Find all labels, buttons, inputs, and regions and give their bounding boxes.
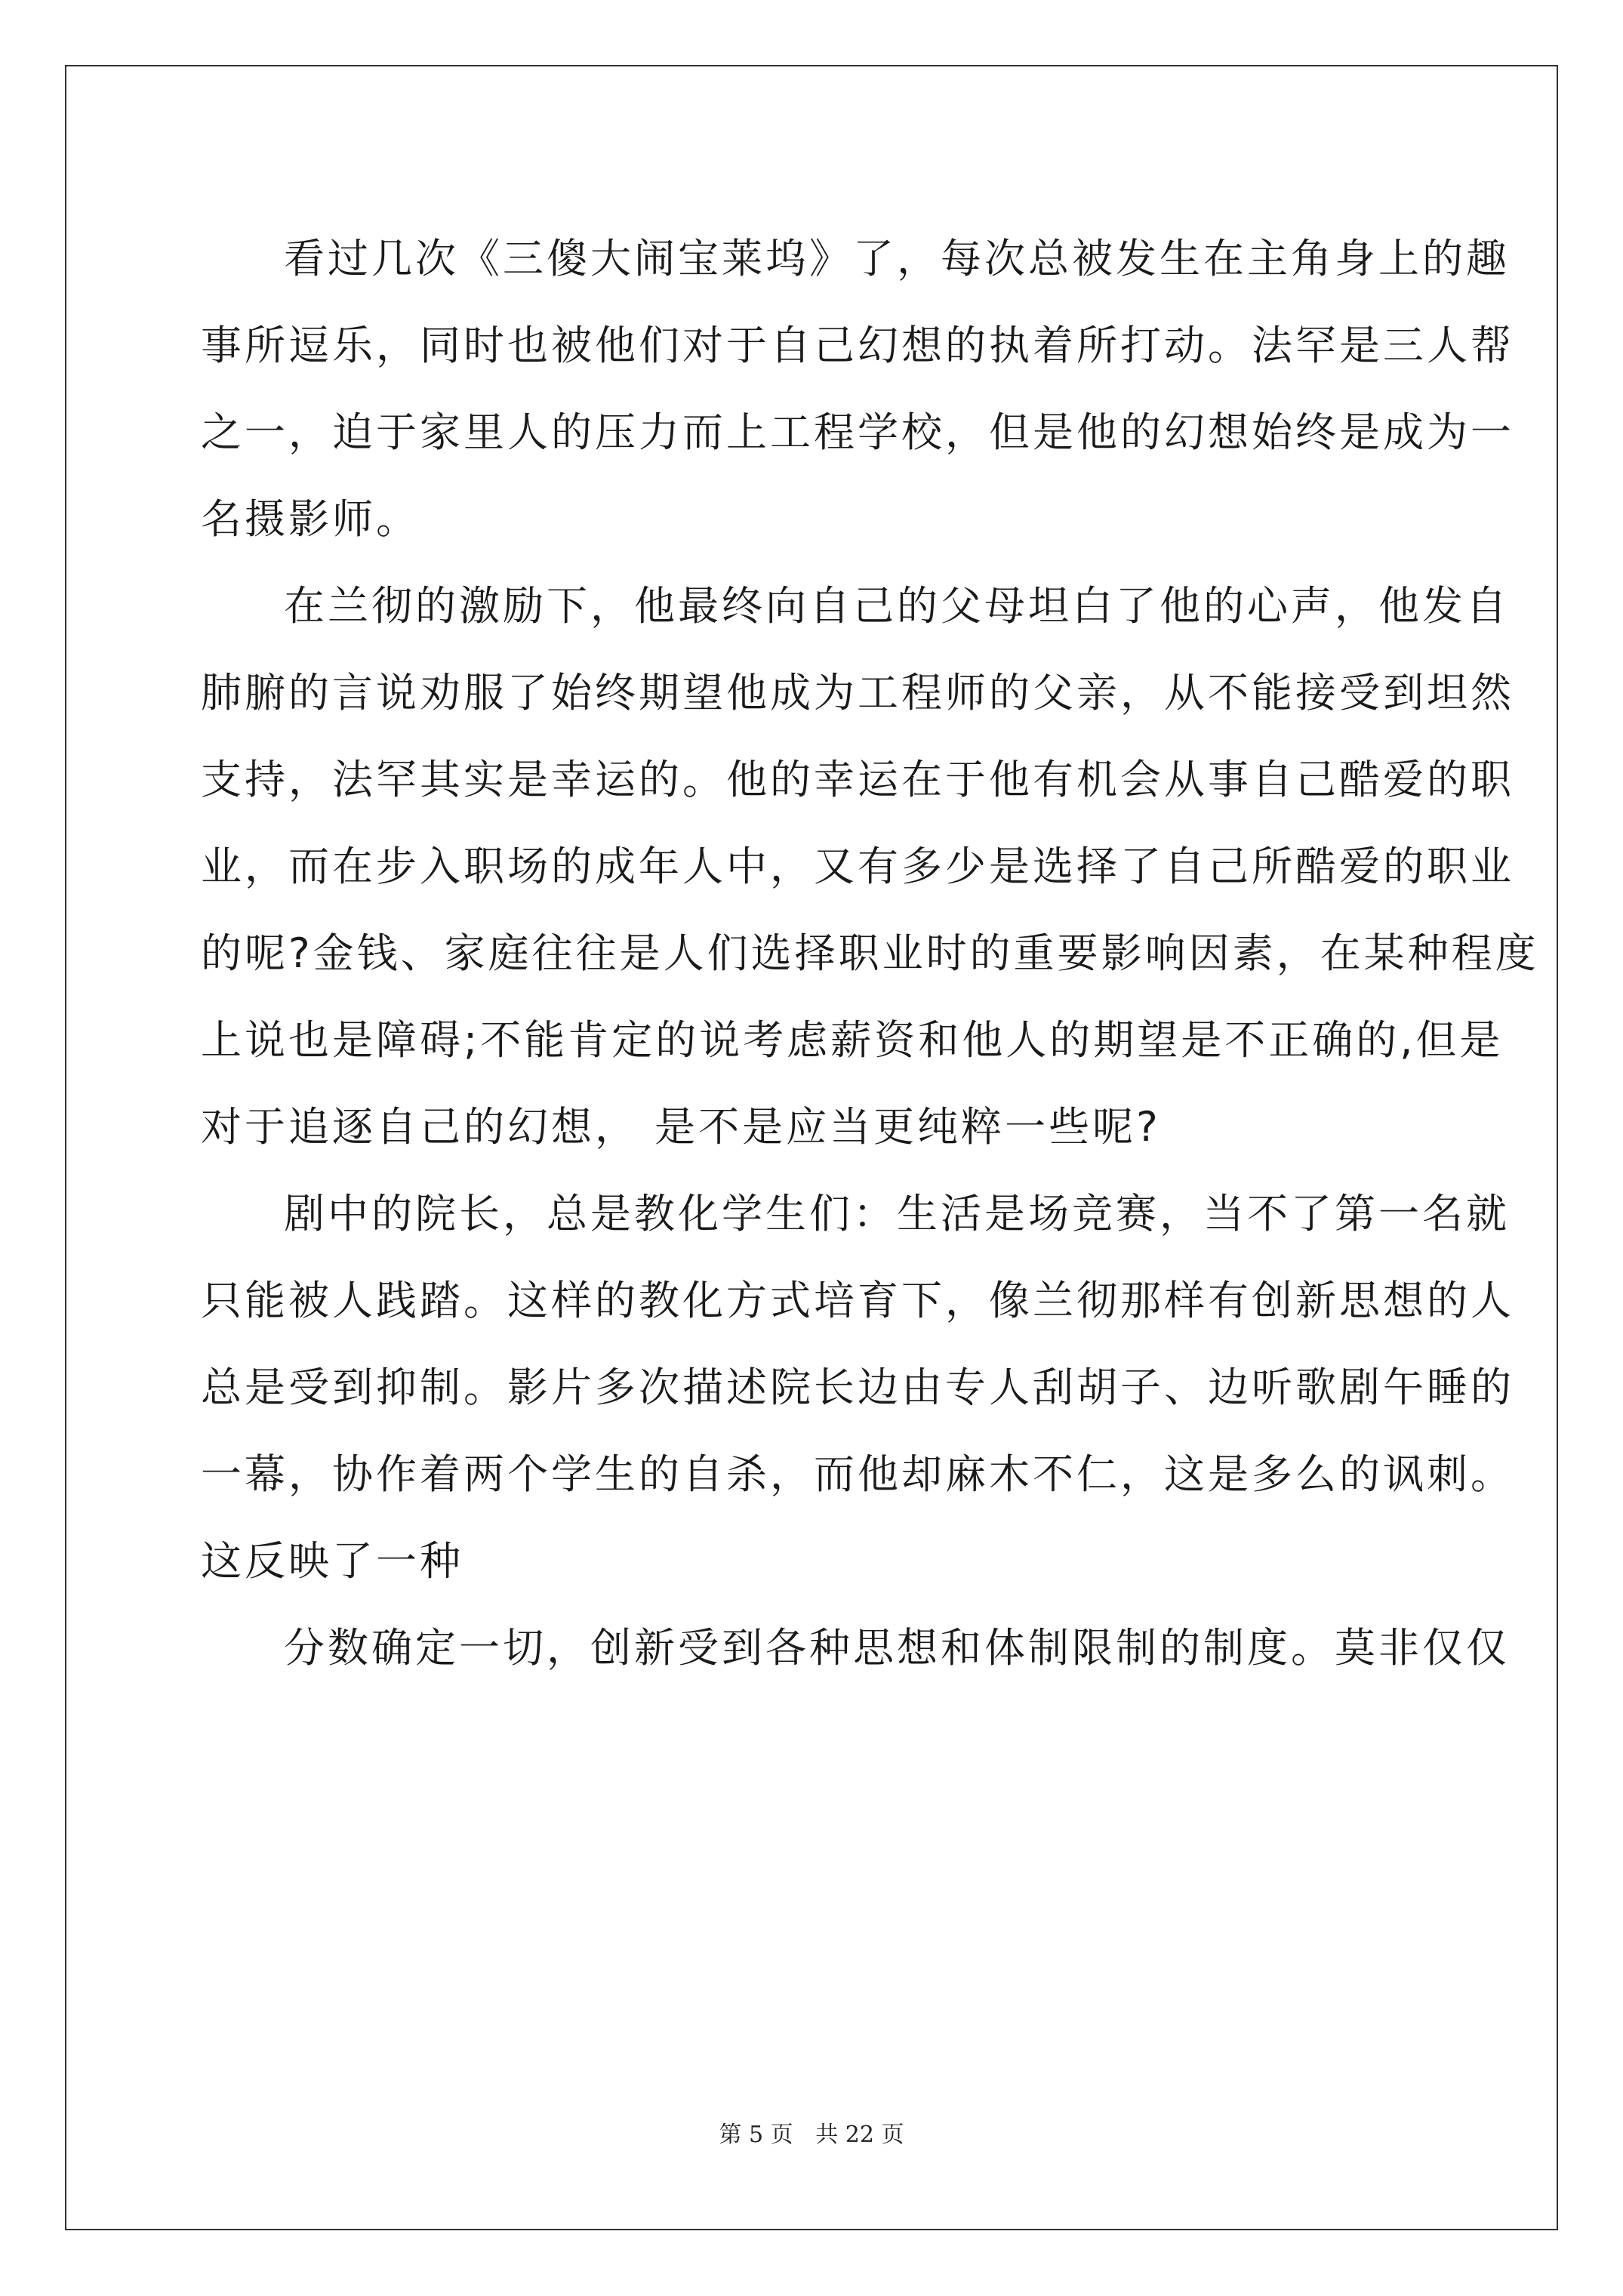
text-line: 剧中的院长，总是教化学生们：生活是场竞赛，当不了第一名就 [284,1190,1510,1237]
text-line: 的呢?金钱、家庭往往是人们选择职业时的重要影响因素，在某种程度 [201,929,1539,977]
page-total: 共 22 页 [815,2122,904,2148]
text-line: 支持，法罕其实是幸运的。他的幸运在于他有机会从事自己酷爱的职 [201,756,1514,803]
text-line: 之一，迫于家里人的压力而上工程学校，但是他的幻想始终是成为一 [201,408,1514,456]
page-footer [0,2116,1623,2149]
text-line: 上说也是障碍;不能肯定的说考虑薪资和他人的期望是不正确的,但是 [201,1016,1504,1064]
text-line: 一幕，协作着两个学生的自杀，而他却麻木不仁，这是多么的讽刺。 [201,1450,1514,1498]
text-line: 分数确定一切，创新受到各种思想和体制限制的制度。莫非仅仅 [284,1624,1510,1672]
text-line: 看过几次《三傻大闹宝莱坞》了，每次总被发生在主角身上的趣 [284,235,1510,282]
text-line: 总是受到抑制。影片多次描述院长边由专人刮胡子、边听歌剧午睡的 [201,1364,1514,1411]
text-line: 名摄影师。 [201,495,420,543]
page-number: 第 5 页 [719,2122,793,2148]
text-line: 只能被人践踏。这样的教化方式培育下，像兰彻那样有创新思想的人 [201,1277,1514,1324]
text-line: 对于追逐自己的幻想， 是不是应当更纯粹一些呢? [201,1103,1161,1151]
text-line: 在兰彻的激励下，他最终向自己的父母坦白了他的心声，他发自 [284,582,1510,630]
text-line: 这反映了一种 [201,1537,463,1585]
text-line: 事所逗乐，同时也被他们对于自己幻想的执着所打动。法罕是三人帮 [201,322,1514,369]
text-line: 肺腑的言说劝服了始终期望他成为工程师的父亲，从不能接受到坦然 [201,669,1514,717]
text-line: 业，而在步入职场的成年人中，又有多少是选择了自己所酷爱的职业 [201,843,1514,890]
